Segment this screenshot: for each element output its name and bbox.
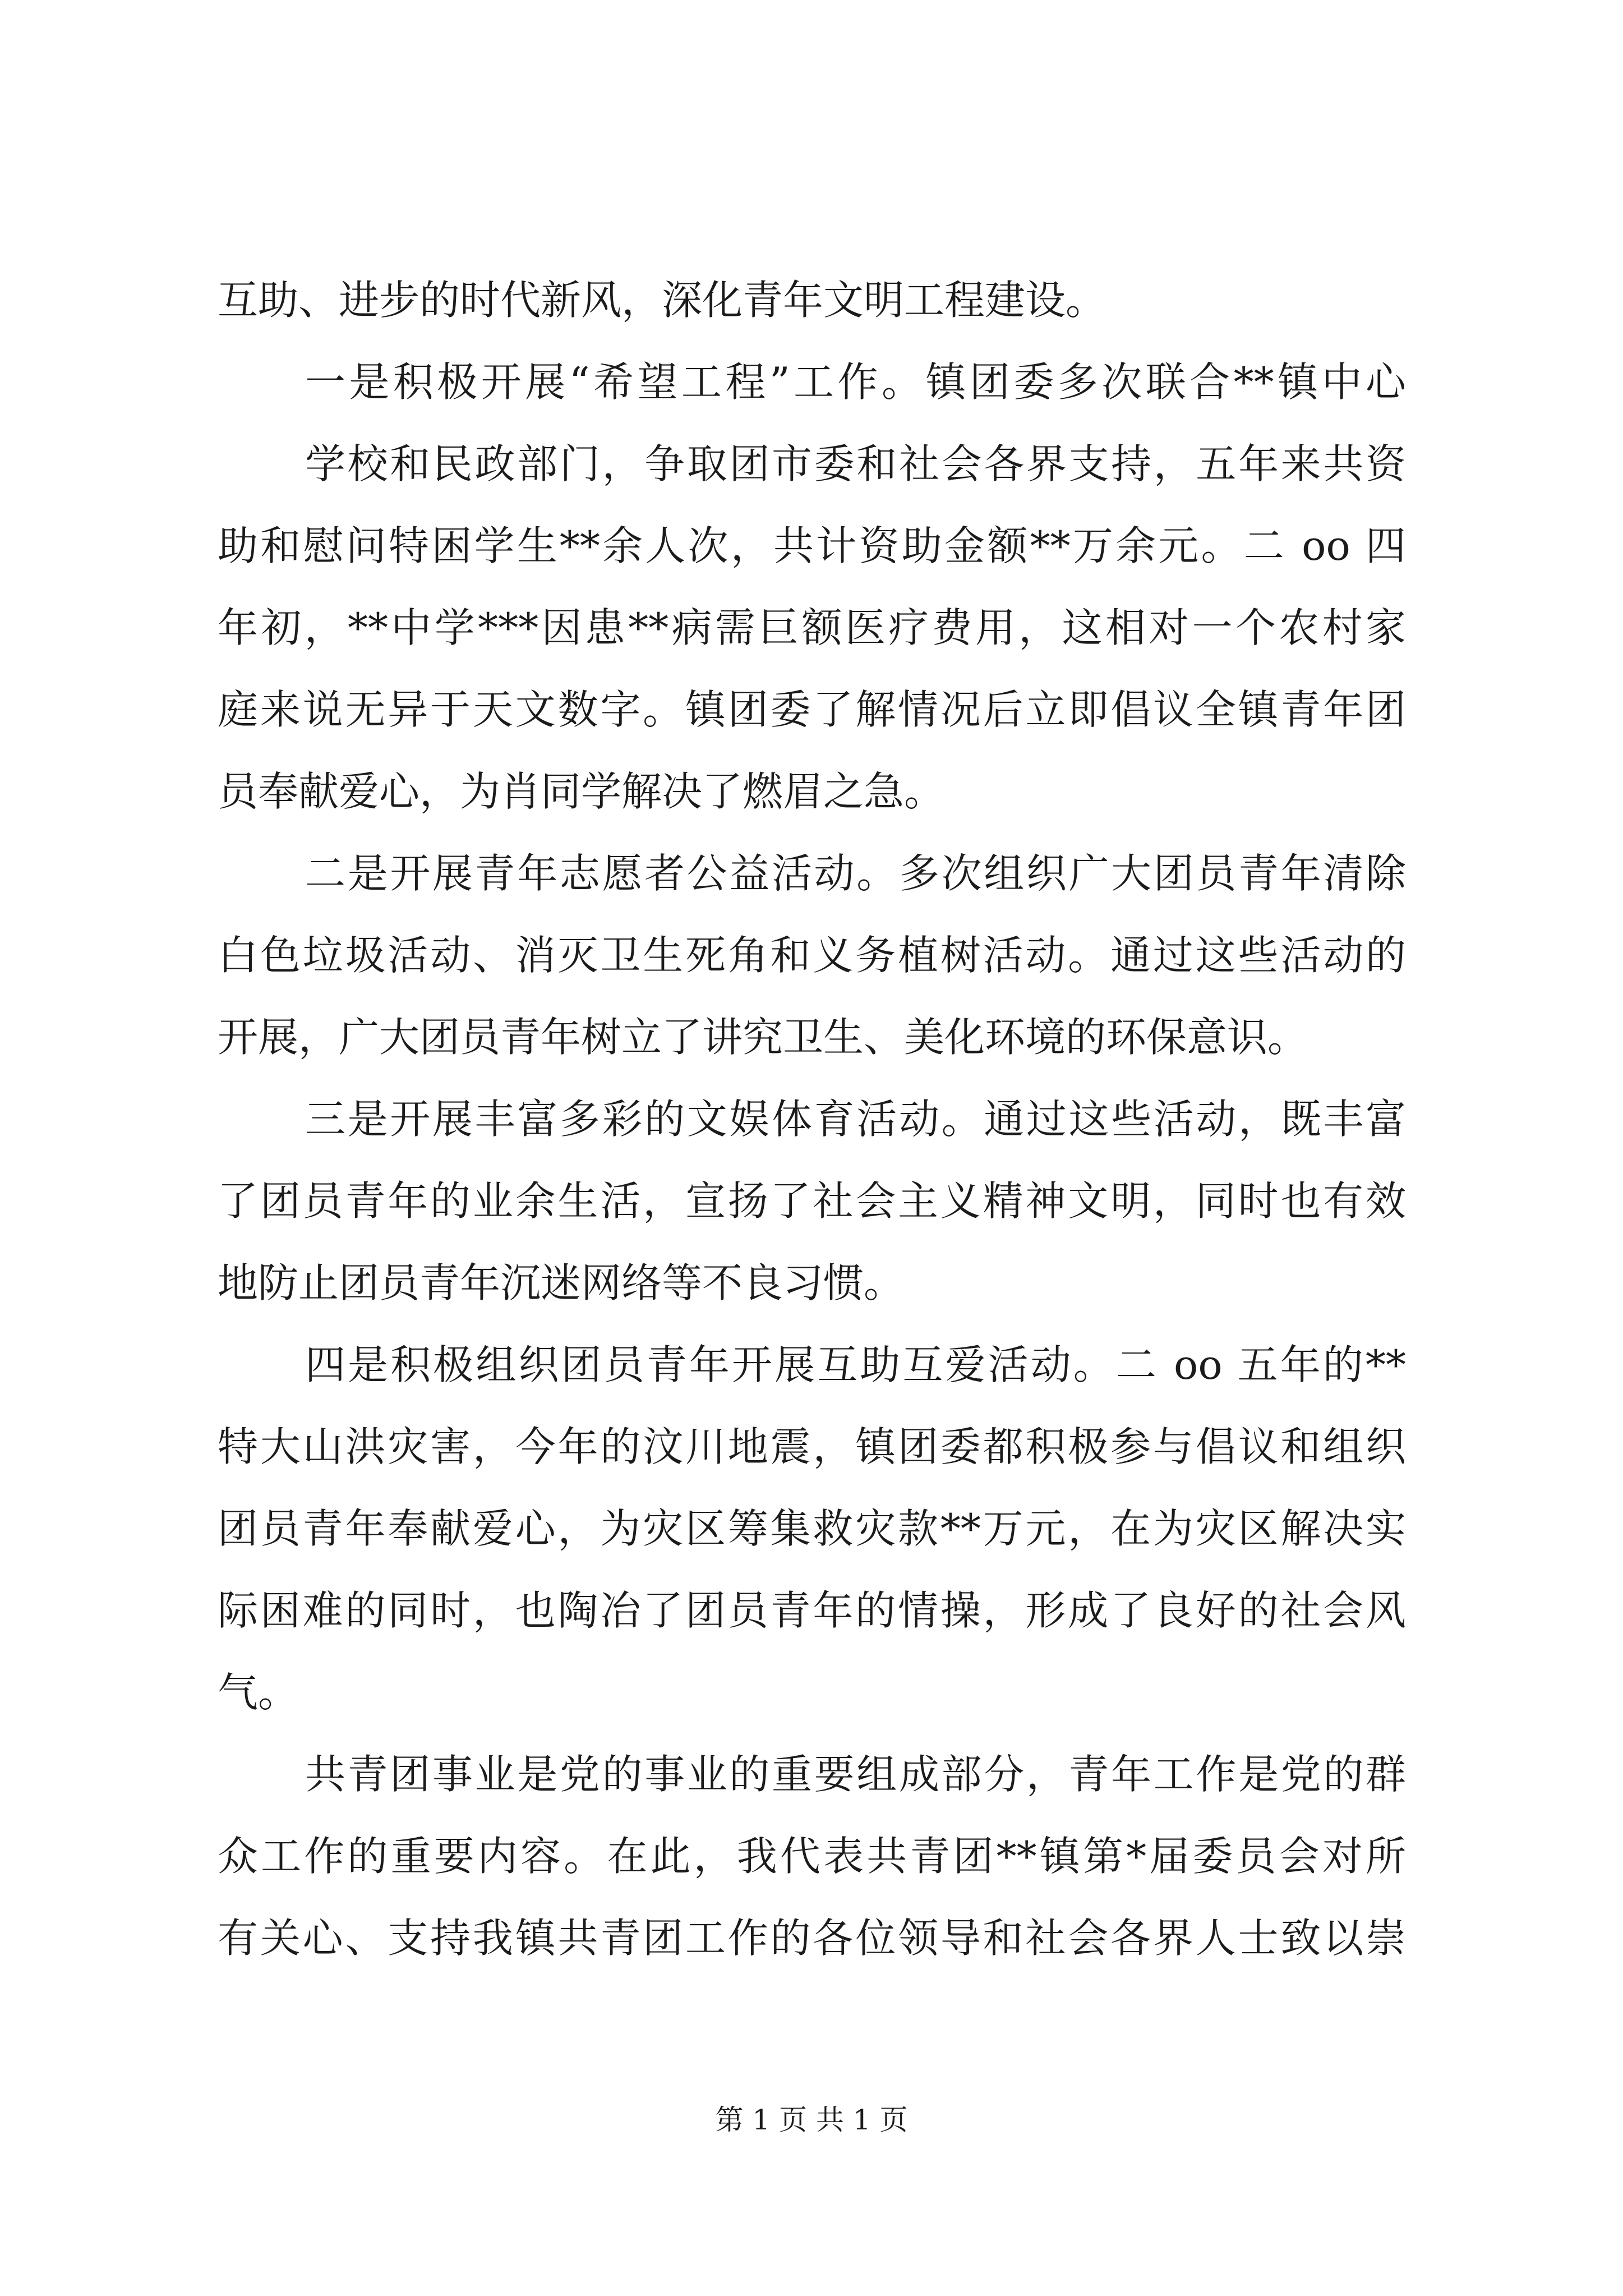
page-footer: 第 1 页 共 1 页	[715, 2104, 908, 2136]
text-line: 开展，广大团员青年树立了讲究卫生、美化环境的环保意识。	[218, 1014, 1308, 1061]
text-line: 共青团事业是党的事业的重要组成部分，青年工作是党的群	[305, 1751, 1406, 1798]
text-line: 地防止团员青年沉迷网络等不良习惯。	[218, 1259, 905, 1306]
text-line: 一是积极开展“希望工程”工作。镇团委多次联合**镇中心	[305, 358, 1406, 406]
document-body	[218, 259, 1406, 1979]
text-line: 际困难的同时，也陶冶了团员青年的情操，形成了良好的社会风	[218, 1587, 1406, 1634]
text-line: 白色垃圾活动、消灭卫生死角和义务植树活动。通过这些活动的	[218, 932, 1406, 979]
text-line: 有关心、支持我镇共青团工作的各位领导和社会各界人士致以崇	[218, 1915, 1406, 1962]
text-line: 助和慰问特困学生**余人次，共计资助金额**万余元。二 oo 四	[218, 522, 1406, 569]
text-line: 团员青年奉献爱心，为灾区筹集救灾款**万元，在为灾区解决实	[218, 1505, 1406, 1552]
text-line: 年初，**中学***因患**病需巨额医疗费用，这相对一个农村家	[218, 604, 1406, 651]
text-line: 员奉献爱心，为肖同学解决了燃眉之急。	[218, 768, 945, 815]
text-line: 了团员青年的业余生活，宣扬了社会主义精神文明，同时也有效	[218, 1177, 1406, 1225]
text-line: 四是积极组织团员青年开展互助互爱活动。二 oo 五年的**	[305, 1341, 1406, 1388]
text-line: 特大山洪灾害，今年的汶川地震，镇团委都积极参与倡议和组织	[218, 1423, 1406, 1470]
text-line: 气。	[218, 1669, 299, 1716]
text-line: 庭来说无异于天文数字。镇团委了解情况后立即倡议全镇青年团	[218, 686, 1406, 733]
text-line: 三是开展丰富多彩的文娱体育活动。通过这些活动，既丰富	[305, 1096, 1406, 1143]
text-line: 互助、进步的时代新风，深化青年文明工程建设。	[218, 277, 1106, 324]
text-line: 学校和民政部门，争取团市委和社会各界支持，五年来共资	[305, 440, 1406, 487]
text-line: 二是开展青年志愿者公益活动。多次组织广大团员青年清除	[305, 850, 1406, 897]
text-line: 众工作的重要内容。在此，我代表共青团**镇第*届委员会对所	[218, 1833, 1406, 1880]
